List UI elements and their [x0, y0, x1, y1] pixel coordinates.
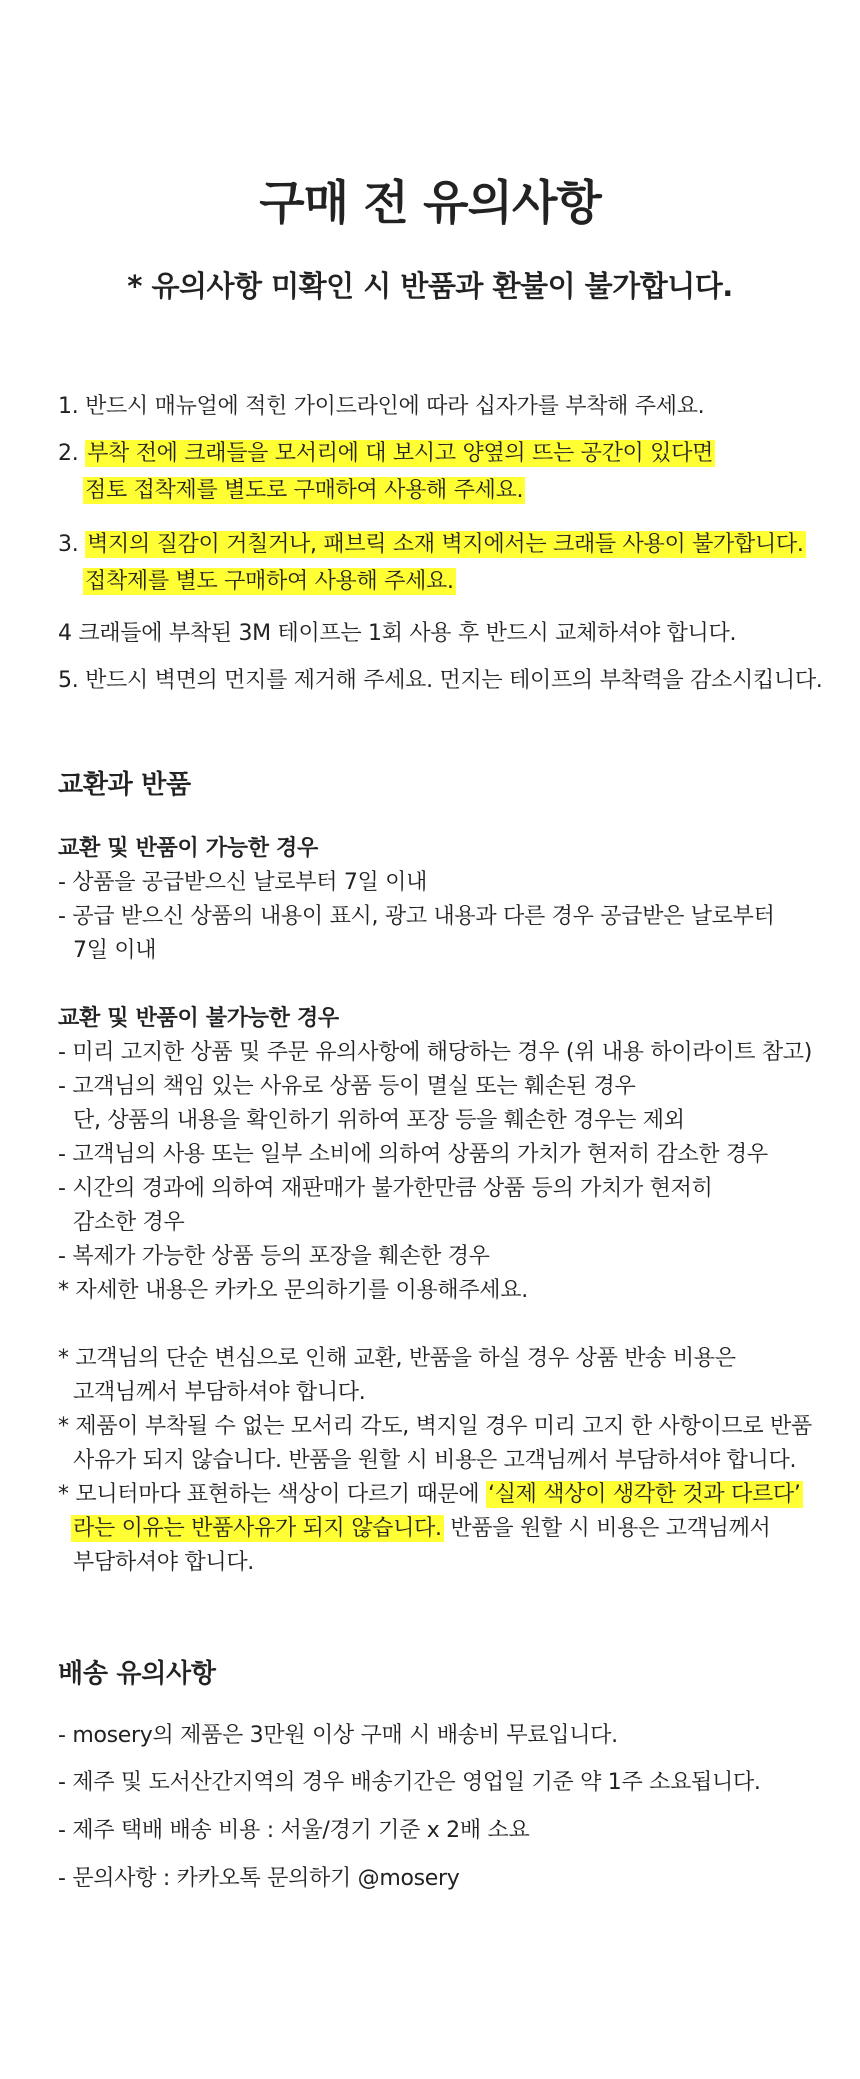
- exchange-note: * 자세한 내용은 카카오 문의하기를 이용해주세요.: [58, 1278, 528, 1303]
- exchange-heading: 교환과 반품: [58, 770, 191, 800]
- notice-item-2: [58, 437, 715, 471]
- exchange-possible-item: - 상품을 공급받으신 날로부터 7일 이내: [58, 870, 428, 895]
- exchange-note: * 제품이 부착될 수 없는 모서리 각도, 벽지일 경우 미리 고지 한 사항이므로 반품: [58, 1414, 812, 1439]
- exchange-impossible-item-cont: 단, 상품의 내용을 확인하기 위하여 포장 등을 훼손한 경우는 제외: [73, 1108, 685, 1133]
- notice-item-3-line2: [83, 565, 456, 599]
- exchange-impossible-item: - 시간의 경과에 의하여 재판매가 불가한만큼 상품 등의 가치가 현저히: [58, 1176, 713, 1201]
- exchange-impossible-item: - 미리 고지한 상품 및 주문 유의사항에 해당하는 경우 (위 내용 하이라이트 참고): [58, 1040, 813, 1065]
- shipping-item: - 제주 및 도서산간지역의 경우 배송기간은 영업일 기준 약 1주 소요됩니다.: [58, 1770, 761, 1795]
- exchange-note-cont: [71, 1512, 771, 1546]
- exchange-possible-item-cont: 7일 이내: [73, 938, 157, 963]
- exchange-note-highlight: 라는 이유는 반품사유가 되지 않습니다.: [73, 1516, 442, 1541]
- shipping-item: - 제주 택배 배송 비용 : 서울/경기 기준 x 2배 소요: [58, 1818, 530, 1843]
- notice-item-2-number: 2.: [58, 441, 79, 466]
- page-subtitle: * 유의사항 미확인 시 반품과 환불이 불가합니다.: [127, 269, 733, 303]
- notice-item-2-line2: [83, 474, 525, 508]
- shipping-item: - mosery의 제품은 3만원 이상 구매 시 배송비 무료입니다.: [58, 1723, 618, 1748]
- exchange-note-cont: 고객님께서 부담하셔야 합니다.: [73, 1380, 366, 1405]
- exchange-impossible-item: - 복제가 가능한 상품 등의 포장을 훼손한 경우: [58, 1244, 490, 1269]
- exchange-possible-heading: 교환 및 반품이 가능한 경우: [58, 836, 318, 861]
- exchange-note-cont: 사유가 되지 않습니다. 반품을 원할 시 비용은 고객님께서 부담하셔야 합니다.: [73, 1448, 797, 1473]
- exchange-note-text: * 모니터마다 표현하는 색상이 다르기 때문에: [58, 1482, 480, 1507]
- exchange-impossible-item-cont: 감소한 경우: [73, 1210, 185, 1235]
- notice-item-3: [58, 528, 806, 562]
- shipping-heading: 배송 유의사항: [58, 1659, 216, 1689]
- exchange-impossible-heading: 교환 및 반품이 불가능한 경우: [58, 1006, 339, 1031]
- exchange-note: * 고객님의 단순 변심으로 인해 교환, 반품을 하실 경우 상품 반송 비용은: [58, 1346, 736, 1371]
- notice-item-4: 4 크래들에 부착된 3M 테이프는 1회 사용 후 반드시 교체하셔야 합니다.: [58, 621, 737, 646]
- notice-item-3-highlight-line2: 접착제를 별도 구매하여 사용해 주세요.: [85, 569, 454, 594]
- exchange-impossible-item: - 고객님의 책임 있는 사유로 상품 등이 멸실 또는 훼손된 경우: [58, 1074, 636, 1099]
- exchange-impossible-item: - 고객님의 사용 또는 일부 소비에 의하여 상품의 가치가 현저히 감소한 경우: [58, 1142, 768, 1167]
- notice-item-5: 5. 반드시 벽면의 먼지를 제거해 주세요. 먼지는 테이프의 부착력을 감소시킵니다.: [58, 668, 823, 693]
- exchange-note-cont: 부담하셔야 합니다.: [73, 1550, 255, 1575]
- notice-item-2-highlight-line1: 부착 전에 크래들을 모서리에 대 보시고 양옆의 뜨는 공간이 있다면: [87, 441, 714, 466]
- exchange-note-text: 반품을 원할 시 비용은 고객님께서: [450, 1516, 771, 1541]
- exchange-note: [58, 1478, 803, 1512]
- notice-item-3-highlight-line1: 벽지의 질감이 거칠거나, 패브릭 소재 벽지에서는 크래들 사용이 불가합니다.: [87, 532, 804, 557]
- notice-item-2-highlight-line2: 점토 접착제를 별도로 구매하여 사용해 주세요.: [85, 478, 524, 503]
- exchange-possible-item: - 공급 받으신 상품의 내용이 표시, 광고 내용과 다른 경우 공급받은 날로부터: [58, 904, 775, 929]
- notice-item-3-number: 3.: [58, 532, 79, 557]
- notice-item-1: 1. 반드시 매뉴얼에 적힌 가이드라인에 따라 십자가를 부착해 주세요.: [58, 394, 705, 419]
- shipping-item: - 문의사항 : 카카오톡 문의하기 @mosery: [58, 1866, 460, 1891]
- page-title: 구매 전 유의사항: [259, 176, 601, 231]
- exchange-note-highlight: ‘실제 색상이 생각한 것과 다르다’: [488, 1482, 801, 1507]
